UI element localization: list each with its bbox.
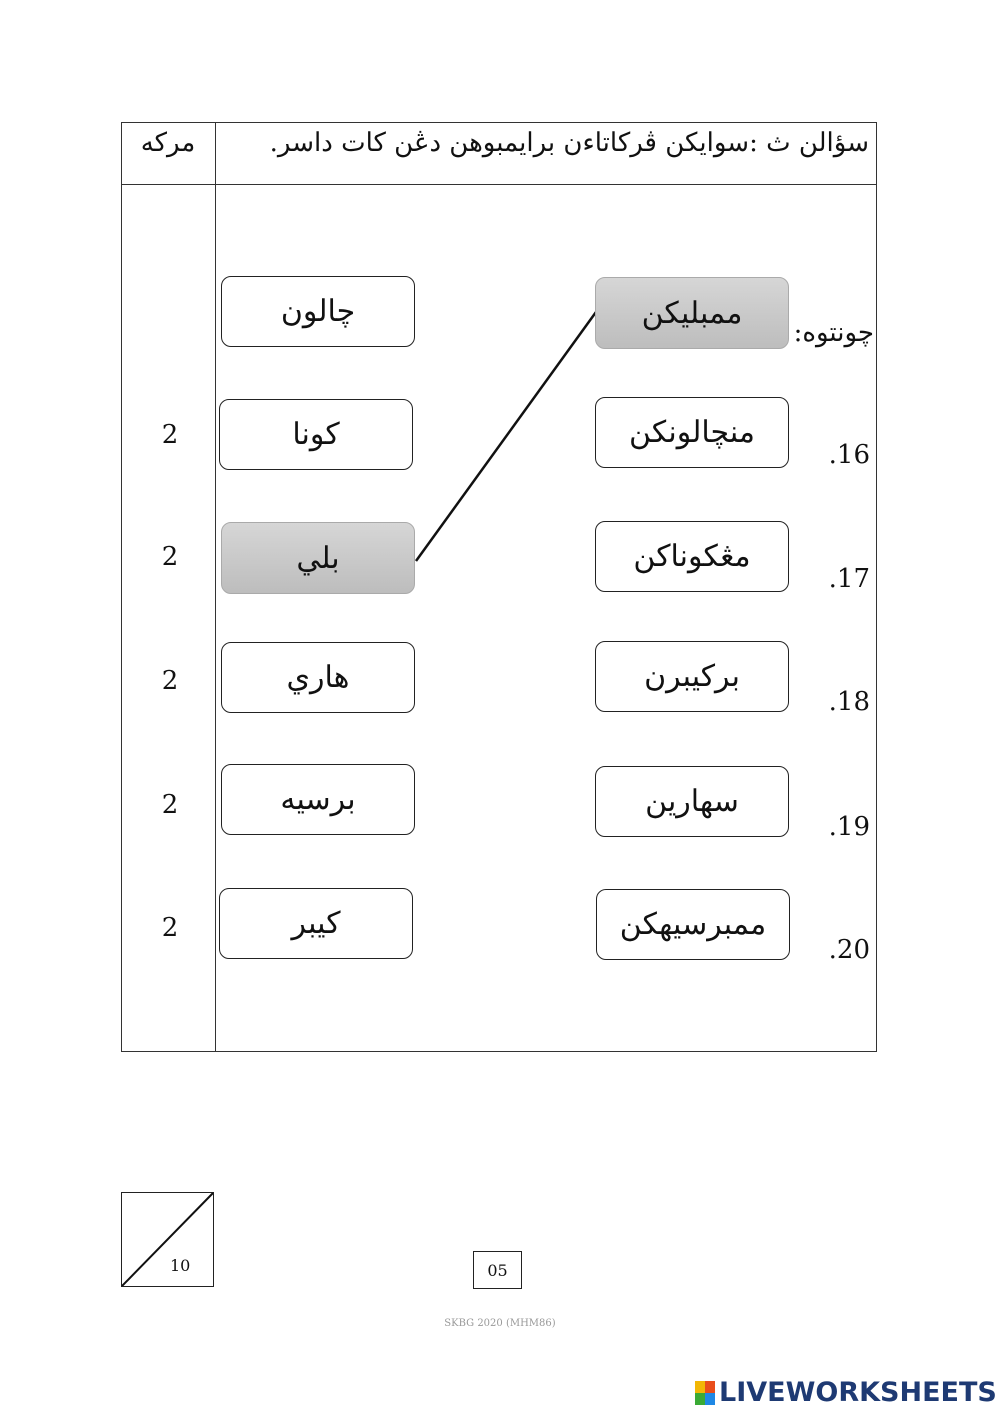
question-number: .19: [828, 812, 870, 842]
word-box-left[interactable]: كونا: [219, 399, 413, 470]
word-box-right[interactable]: ممبرسيهكن: [596, 889, 790, 960]
question-number: .17: [828, 564, 870, 594]
word-box-right[interactable]: بركيبرن: [595, 641, 789, 712]
brand-name: LIVEWORKSHEETS: [719, 1377, 997, 1408]
word-box-right[interactable]: سهارين: [595, 766, 789, 837]
liveworksheets-logo: [695, 1377, 997, 1408]
word-box-right-example[interactable]: ممبليكن: [595, 277, 789, 349]
mark-value: 2: [161, 420, 179, 450]
mark-value: 2: [161, 913, 179, 943]
liveworksheets-icon: [695, 1381, 715, 1405]
word-box-left[interactable]: برسيه: [221, 764, 415, 835]
question-number: .16: [828, 440, 870, 470]
score-total: 10: [170, 1256, 191, 1275]
question-instruction: سؤالن ث :سوايكن ڤركاتاءن برايمبوهن دڠن كات داسر.: [269, 128, 869, 158]
page-number: 05: [473, 1251, 522, 1289]
word-box-right[interactable]: مڠكوناكن: [595, 521, 789, 592]
question-number: .20: [828, 935, 870, 965]
word-box-left[interactable]: هاري: [221, 642, 415, 713]
word-box-left-example[interactable]: بلي: [221, 522, 415, 594]
mark-value: 2: [161, 790, 179, 820]
score-box: [121, 1192, 214, 1287]
word-box-right[interactable]: منچالونكن: [595, 397, 789, 468]
word-box-left[interactable]: كيبر: [219, 888, 413, 959]
question-number: .18: [828, 687, 870, 717]
example-connector-line: [416, 312, 596, 561]
footer-code: SKBG 2020 (MHM86): [444, 1318, 556, 1329]
mark-value: 2: [161, 666, 179, 696]
mark-value: 2: [161, 542, 179, 572]
mark-column-header: مركه: [140, 128, 196, 158]
word-box-left[interactable]: چالون: [221, 276, 415, 347]
example-label: چونتوه:: [793, 318, 874, 348]
